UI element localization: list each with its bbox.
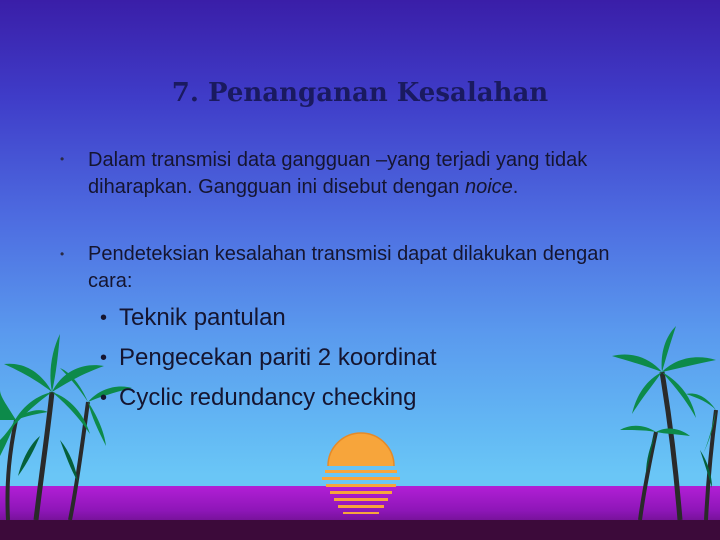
bullet-1-italic: noice [464, 176, 513, 198]
bullet-marker: • [60, 247, 65, 261]
palm-tree-left-icon [0, 334, 132, 520]
bullet-text-1 [88, 147, 648, 201]
bullet-text-2: Pendeteksian kesalahan transmisi dapat dilakukan dengan cara: [88, 243, 610, 292]
sub-bullet-marker: • [100, 347, 108, 369]
sub-bullet-2: Pengecekan pariti 2 koordinat [119, 344, 437, 371]
bullet-1-suffix: . [512, 176, 519, 198]
palm-tree-right-icon [612, 326, 716, 520]
bullet-1-text: Dalam transmisi data gangguan –yang terjadi yang tidak diharapkan. Gangguan ini disebut dengan [88, 149, 588, 198]
sub-bullet-marker: • [100, 307, 108, 329]
sub-bullet-1: Teknik pantulan [119, 304, 286, 331]
bullet-marker: • [60, 152, 65, 166]
sub-bullet-3: Cyclic redundancy checking [119, 384, 417, 411]
slide-title: 7. Penanganan Kesalahan [171, 78, 549, 108]
sunset-icon [322, 433, 400, 514]
sub-bullet-marker: • [100, 387, 108, 409]
